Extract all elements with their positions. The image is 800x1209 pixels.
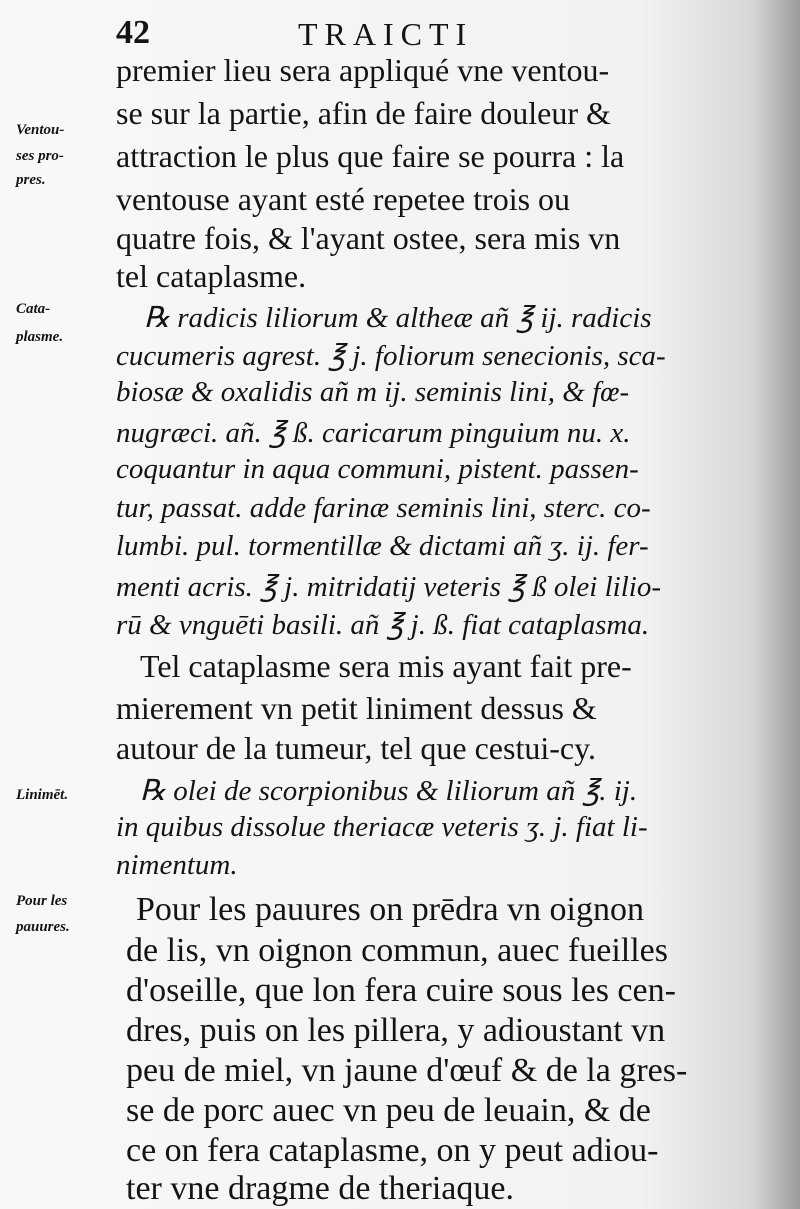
text-line: premier lieu sera appliqué vne ventou-	[116, 52, 610, 88]
margin-note: Linimēt.	[16, 787, 69, 803]
text-line: ventouse ayant esté repetee trois ou	[116, 181, 571, 217]
text-line: se de porc auec vn peu de leuain, & de	[126, 1092, 651, 1129]
text-line: mierement vn petit liniment dessus &	[116, 690, 597, 726]
text-line: tel cataplasme.	[116, 258, 307, 294]
margin-note: Pour les	[16, 893, 68, 909]
text-line: se sur la partie, afin de faire douleur &	[116, 95, 611, 131]
margin-note: pauures.	[16, 919, 70, 935]
recipe-line: tur, passat. adde farinæ seminis lini, sterc. co-	[116, 492, 651, 524]
recipe-line: coquantur in aqua communi, pistent. passen-	[116, 453, 639, 485]
text-line: Pour les pauures on prēdra vn oignon	[136, 891, 645, 928]
recipe-line: in quibus dissolue theriacæ veteris ʒ. j. fiat li-	[116, 811, 648, 843]
recipe-line: nimentum.	[116, 849, 238, 881]
text-line: dres, puis on les pillera, y adioustant vn	[126, 1012, 666, 1049]
page-header	[112, 10, 712, 56]
recipe-line: nugræci. añ. ℥ ß. caricarum pinguium nu. x.	[116, 417, 631, 449]
text-line: ter vne dragme de theriaque.	[126, 1170, 514, 1207]
running-title: TRAICTI	[298, 16, 474, 52]
recipe-line: rū & vnguēti basili. añ ℥ j. ß. fiat cataplasma.	[116, 609, 650, 641]
page-number: 42	[116, 14, 150, 51]
margin-note: Cata-	[16, 301, 51, 317]
text-line: d'oseille, que lon fera cuire sous les cen-	[126, 972, 676, 1009]
recipe-line: cucumeris agrest. ℥ j. foliorum senecionis, sca-	[116, 340, 666, 372]
text-line: de lis, vn oignon commun, auec fueilles	[126, 932, 668, 969]
text-line: peu de miel, vn jaune d'œuf & de la gres-	[126, 1052, 688, 1089]
text-line: quatre fois, & l'ayant ostee, sera mis vn	[116, 220, 621, 256]
recipe-line: ℞ olei de scorpionibus & liliorum añ ℥. ij.	[140, 775, 638, 807]
text-line: Tel cataplasme sera mis ayant fait pre-	[140, 648, 632, 684]
recipe-line: biosæ & oxalidis añ m ij. seminis lini, & fœ-	[116, 376, 630, 408]
margin-note: pres.	[16, 172, 46, 188]
margin-note: Ventou-	[16, 122, 65, 138]
recipe-line: ℞ radicis liliorum & altheæ añ ℥ ij. radicis	[144, 302, 652, 334]
text-line: attraction le plus que faire se pourra : la	[116, 138, 625, 174]
text-line: autour de la tumeur, tel que cestui-cy.	[116, 730, 597, 766]
recipe-line: lumbi. pul. tormentillæ & dictami añ ʒ. ij. fer-	[116, 530, 649, 562]
recipe-line: menti acris. ℥ j. mitridatij veteris ℥ ß olei lilio-	[116, 571, 661, 603]
text-line: ce on fera cataplasme, on y peut adiou-	[126, 1132, 659, 1169]
margin-note: ses pro-	[16, 148, 64, 164]
margin-note: plasme.	[16, 329, 64, 345]
